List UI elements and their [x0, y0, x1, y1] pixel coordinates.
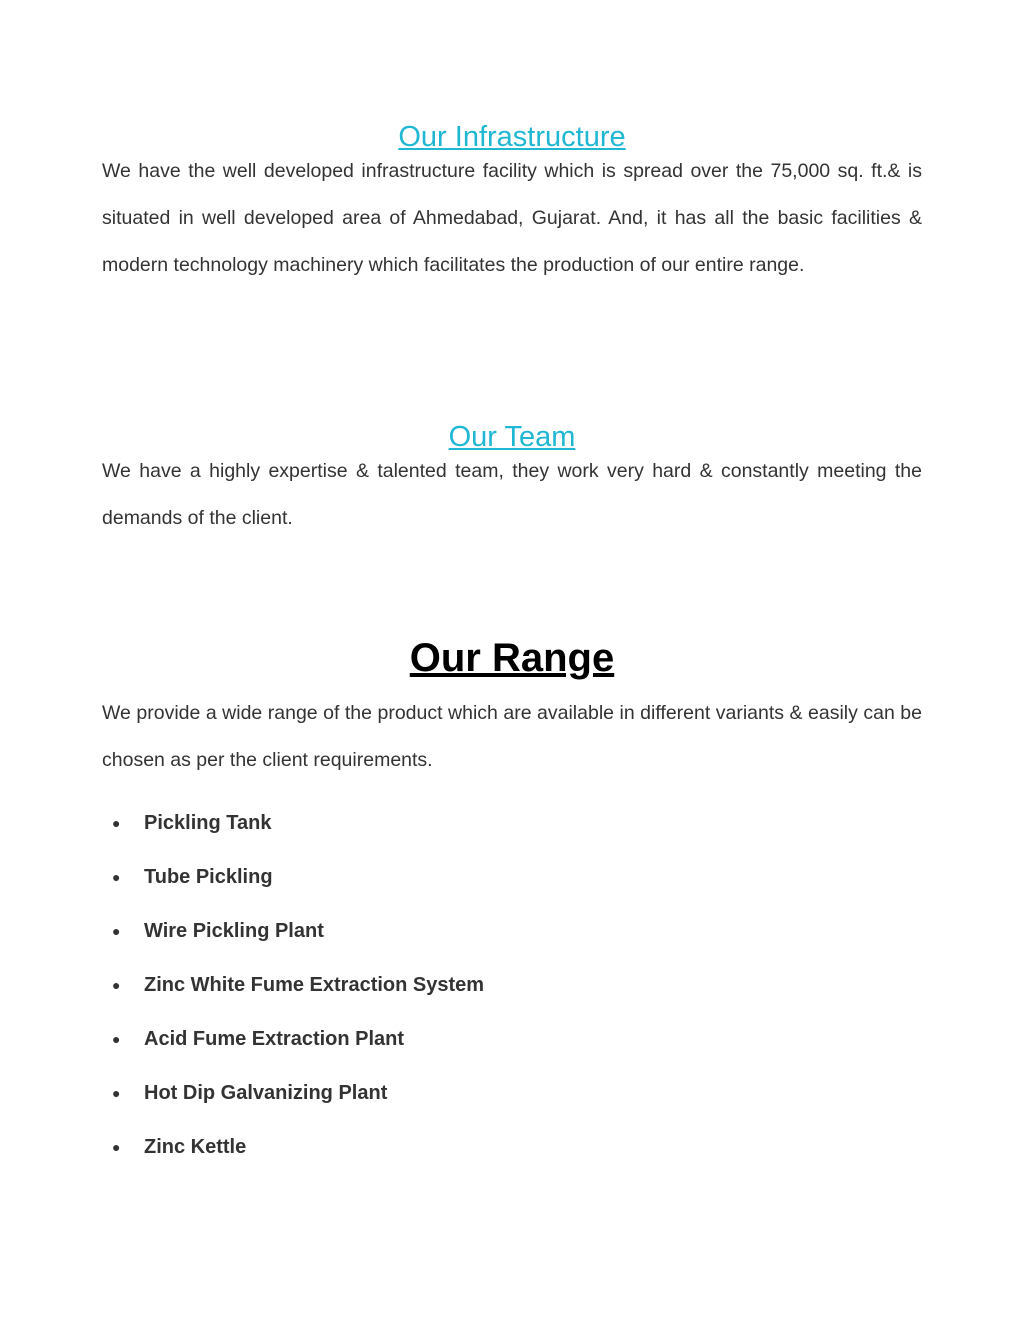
infrastructure-paragraph: We have the well developed infrastructure facility which is spread over the 75,000 sq. ft.& is situated in well developed area of Ahmedabad, Gujarat. And, it has all the basic facilities & modern technology machinery which facilitates the production of our entire range.	[102, 160, 922, 276]
range-product-list	[102, 796, 922, 1174]
list-item	[102, 904, 922, 958]
list-item-label: Wire Pickling Plant	[144, 919, 324, 942]
team-heading-link[interactable]: Our Team	[448, 421, 576, 453]
list-item	[102, 958, 922, 1012]
bullet-icon: ●	[112, 1139, 121, 1155]
range-paragraph: We provide a wide range of the product which are available in different variants & easily can be chosen as per the client requirements.	[102, 702, 922, 771]
team-paragraph: We have a highly expertise & talented team, they work very hard & constantly meeting the demands of the client.	[102, 460, 922, 529]
bullet-icon: ●	[112, 869, 121, 885]
bullet-icon: ●	[112, 923, 121, 939]
list-item-label: Pickling Tank	[144, 811, 272, 834]
bullet-icon: ●	[112, 1085, 121, 1101]
list-item	[102, 1066, 922, 1120]
list-item	[102, 796, 922, 850]
list-item-label: Hot Dip Galvanizing Plant	[144, 1081, 388, 1104]
list-item	[102, 1120, 922, 1174]
infrastructure-heading-link[interactable]: Our Infrastructure	[398, 121, 626, 153]
bullet-icon: ●	[112, 815, 121, 831]
list-item-label: Tube Pickling	[144, 865, 273, 888]
list-item-label: Zinc Kettle	[144, 1135, 247, 1158]
list-item-label: Acid Fume Extraction Plant	[144, 1027, 405, 1050]
list-item-label: Zinc White Fume Extraction System	[144, 973, 485, 996]
list-item	[102, 1012, 922, 1066]
range-heading: Our Range	[409, 636, 615, 680]
bullet-icon: ●	[112, 977, 121, 993]
bullet-icon: ●	[112, 1031, 121, 1047]
list-item	[102, 850, 922, 904]
